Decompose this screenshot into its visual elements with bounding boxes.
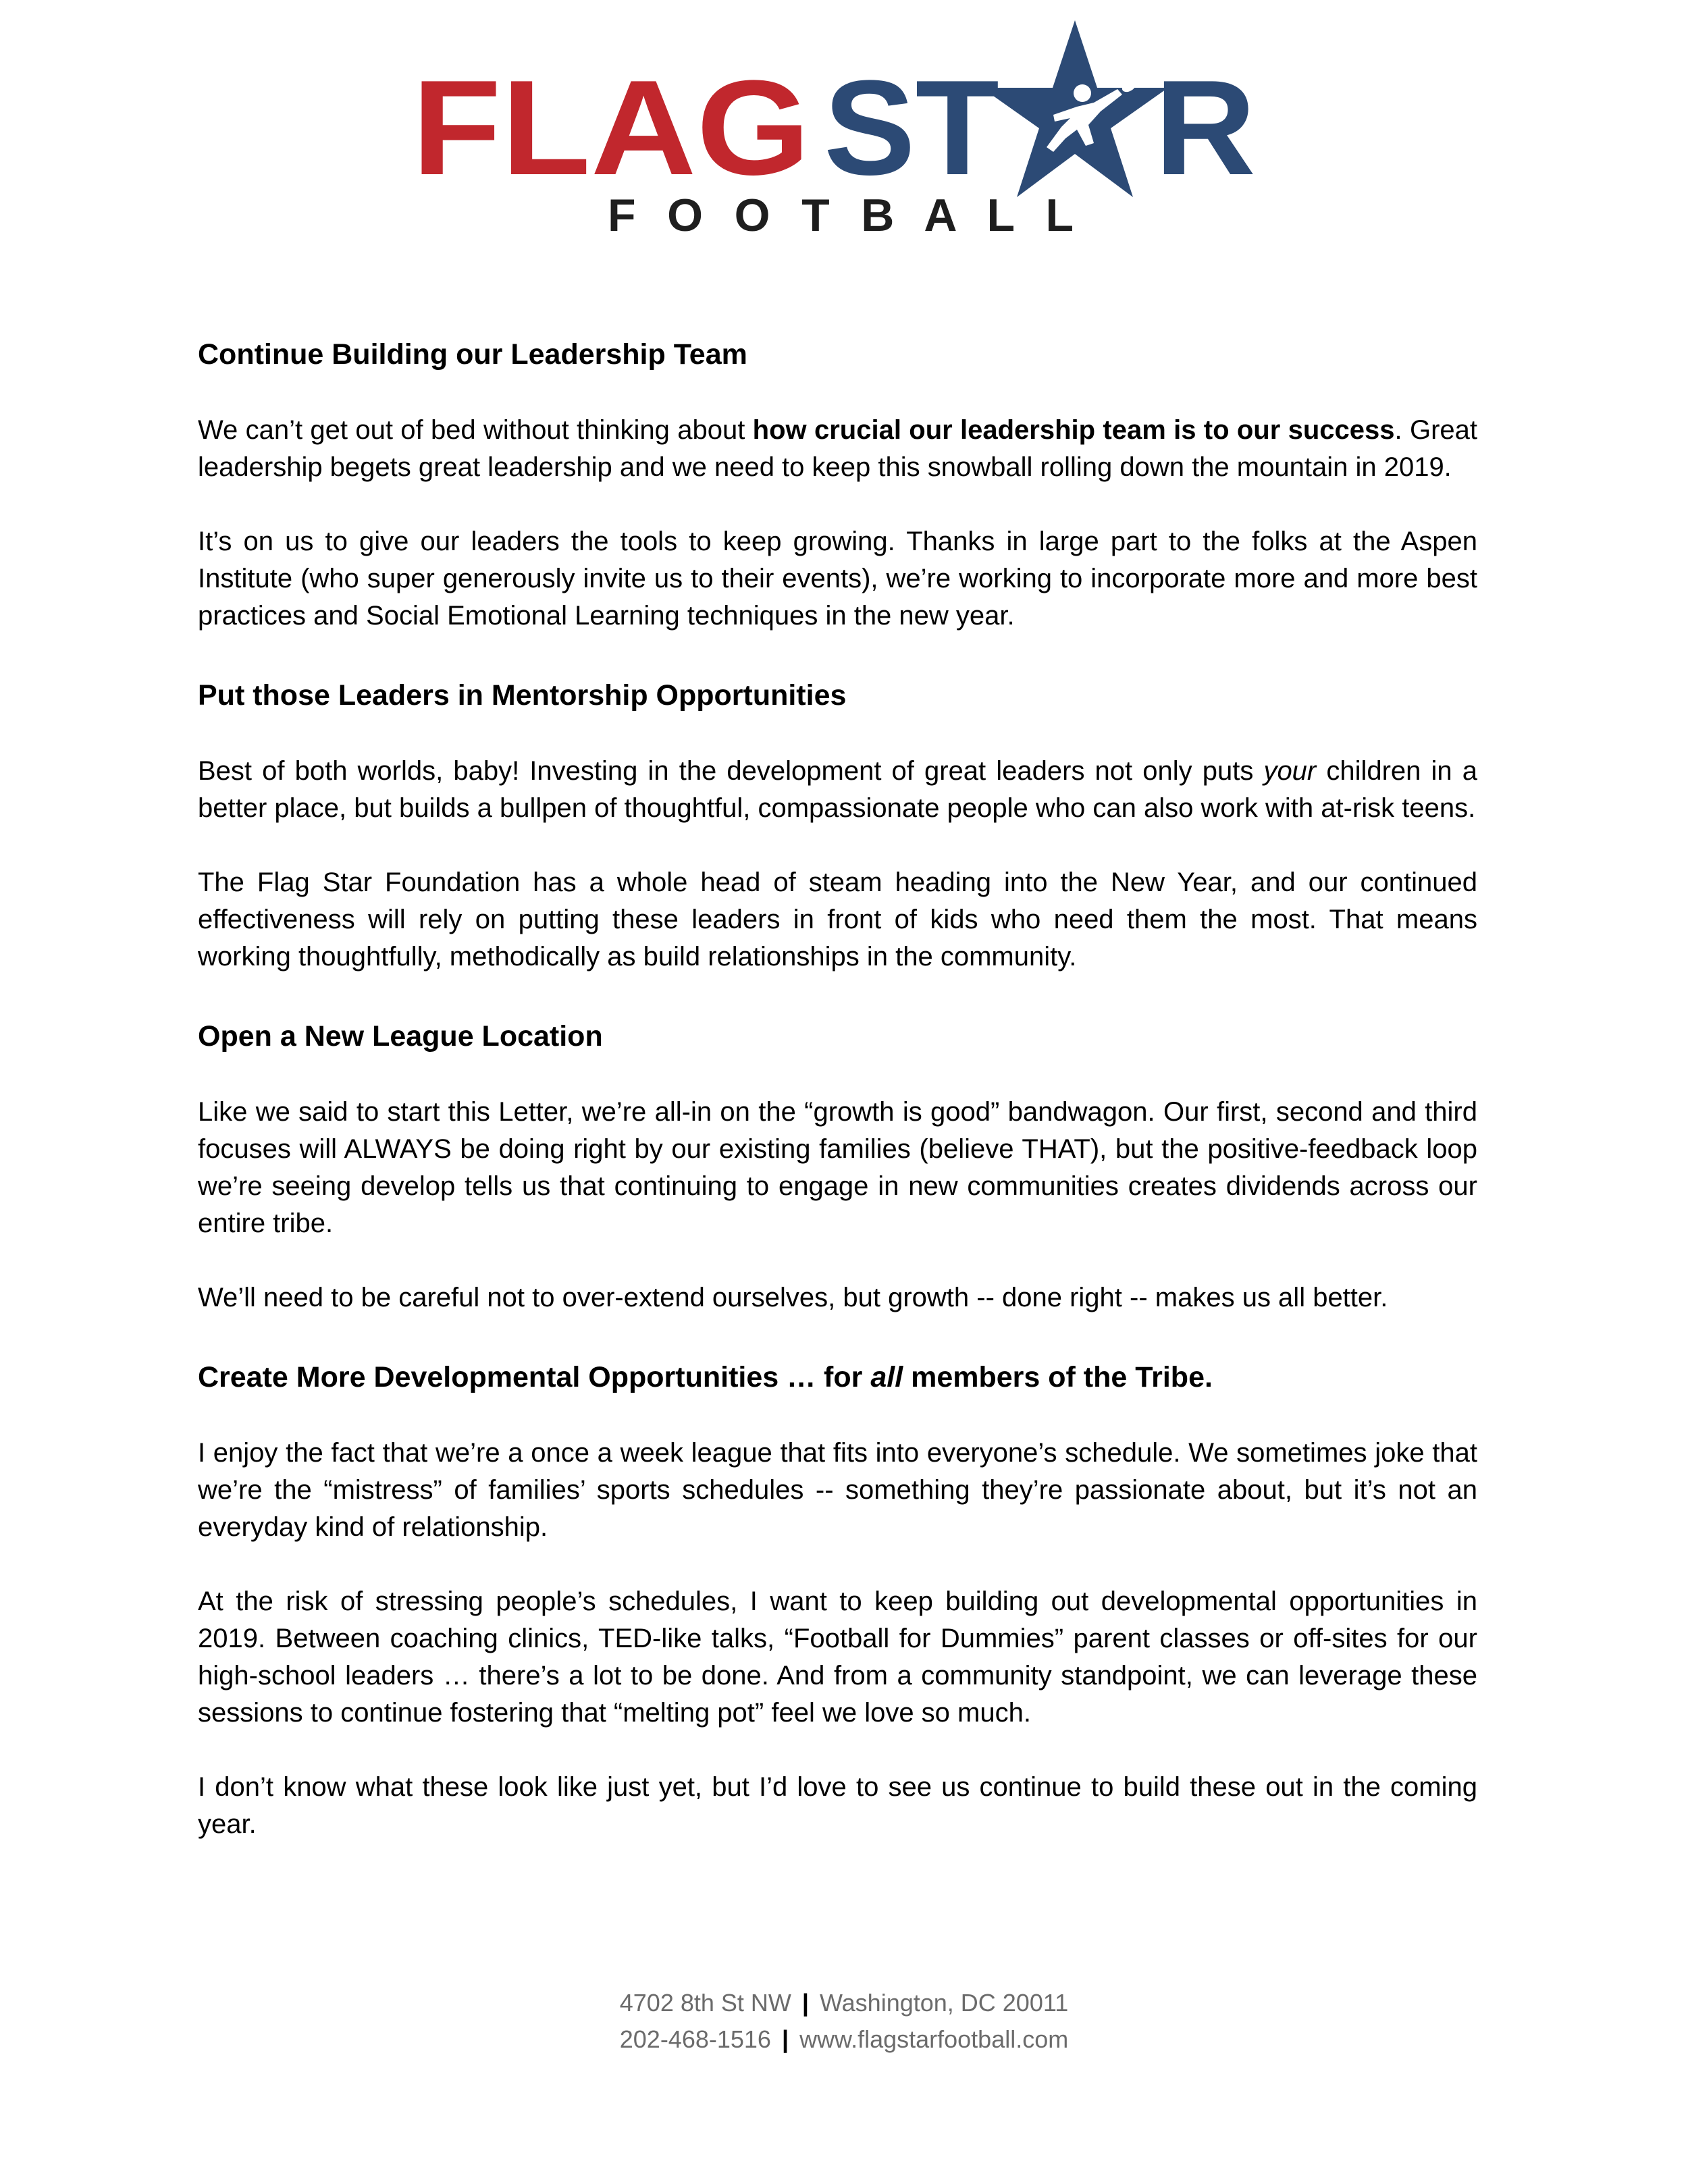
section-heading-developmental-opportunities: Create More Developmental Opportunities … for all members of the Tribe. — [198, 1361, 1213, 1393]
footer-separator: | — [781, 2025, 789, 2053]
section-heading-leadership-team: Continue Building our Leadership Team — [198, 338, 747, 371]
paragraph: The Flag Star Foundation has a whole head of steam heading into the New Year, and our continued effectiveness will rely on putting these leaders in front of kids who need them the most. That means working thoughtfully, methodically as build relationships in the community. — [198, 868, 1477, 971]
section-heading-mentorship: Put those Leaders in Mentorship Opportunities — [198, 679, 847, 712]
logo-word-r: R — [1155, 53, 1256, 203]
logo-word-flag: FLAG — [412, 53, 810, 203]
footer-contact — [0, 1985, 1688, 2058]
paragraph: I enjoy the fact that we’re a once a week league that fits into everyone’s schedule. We sometimes joke that we’re the “mistress” of families’ sports schedules -- something they’re passionate about, but it’s not an everyday kind of relationship. — [198, 1438, 1477, 1542]
footer-separator: | — [801, 1989, 809, 2017]
paragraph: Like we said to start this Letter, we’re all-in on the “growth is good” bandwagon. Our first, second and third focuses will ALWAYS be doing right by our existing families (believe THAT), but the positive-feedback loop we’re seeing develop tells us that continuing to engage in new communities creates dividends across our entire tribe. — [198, 1097, 1477, 1238]
footer-city: Washington, DC 20011 — [820, 1989, 1069, 2017]
paragraph: We’ll need to be careful not to over-extend ourselves, but growth -- done right -- makes us all better. — [198, 1283, 1388, 1312]
footer-website-link[interactable]: www.flagstarfootball.com — [799, 2025, 1069, 2053]
paragraph: At the risk of stressing people’s schedules, I want to keep building out developmental opportunities in 2019. Between coaching clinics, TED-like talks, “Football for Dummies” parent classes or off-sites for our high-school leaders … there’s a lot to be done. And from a community standpoint, we can leverage these sessions to continue fostering that “melting pot” feel we love so much. — [198, 1587, 1477, 1728]
paragraph: I don’t know what these look like just yet, but I’d love to see us continue to build these out in the coming year. — [198, 1772, 1477, 1839]
paragraph: It’s on us to give our leaders the tools to keep growing. Thanks in large part to the folks at the Aspen Institute (who super generously invite us to their events), we’re working to incorporate more and more best practices and Social Emotional Learning techniques in the new year. — [198, 527, 1477, 631]
footer-contact-line — [0, 2021, 1688, 2058]
footer-street: 4702 8th St NW — [619, 1989, 791, 2017]
footer-address-line — [0, 1985, 1688, 2021]
logo-word-st: ST — [824, 53, 999, 203]
paragraph: We can’t get out of bed without thinking about how crucial our leadership team is to our success. Great leadership begets great leadership and we need to keep this snowball rolling down the mountain in 2019. — [198, 415, 1478, 482]
flag-star-football-logo — [405, 14, 1269, 236]
footer-phone: 202-468-1516 — [619, 2025, 771, 2053]
emphasis-italic: your — [1263, 756, 1317, 786]
section-heading-new-league-location: Open a New League Location — [198, 1020, 603, 1053]
emphasis-italic: all — [870, 1361, 903, 1393]
emphasis-bold: how crucial our leadership team is to our success — [752, 415, 1395, 445]
letter-body — [198, 334, 1477, 1843]
logo-subtitle-football: F O O T B A L L — [608, 190, 1074, 236]
paragraph: Best of both worlds, baby! Investing in the development of great leaders not only puts your children in a better place, but builds a bullpen of thoughtful, compassionate people who can also work with at-risk teens. — [198, 756, 1477, 823]
